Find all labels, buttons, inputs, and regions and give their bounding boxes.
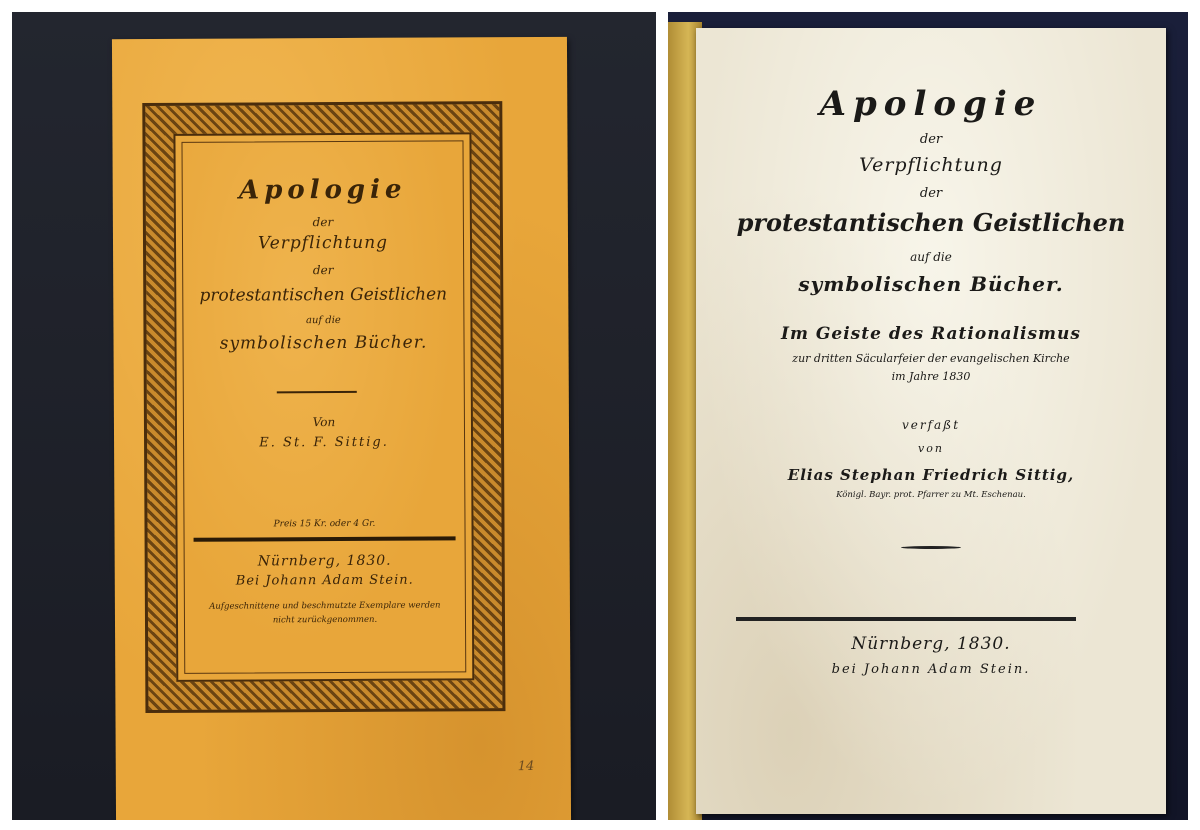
cover-author: E. St. F. Sittig. — [259, 434, 389, 451]
cover-verpflichtung: Verpflichtung — [257, 232, 389, 254]
cover-imprint-place: Nürnberg, 1830. — [257, 552, 392, 570]
page-subtitle: Im Geiste des Rationalismus — [781, 324, 1081, 344]
page-der-1: der — [919, 132, 943, 147]
page-occasion: zur dritten Säcularfeier der evangelischen Kirche — [792, 352, 1070, 365]
page-imprint-publisher: bei Johann Adam Stein. — [831, 662, 1031, 677]
cover-title: Apologie — [238, 174, 407, 206]
cover-auf-die: auf die — [305, 315, 341, 327]
page-auf-die: auf die — [910, 250, 952, 264]
page-buecher: symbolischen Bücher. — [798, 272, 1064, 296]
cover-notice-2: nicht zurückgenommen. — [272, 614, 378, 626]
cover-der-2: der — [312, 263, 334, 278]
cover-von: Von — [312, 415, 336, 430]
ornamental-border — [142, 101, 505, 713]
title-page — [696, 28, 1166, 814]
page-ornament-dash — [901, 546, 961, 549]
cover-imprint-publisher: Bei Johann Adam Stein. — [235, 572, 414, 589]
cover-panel — [173, 132, 474, 682]
right-photo — [668, 12, 1188, 820]
page-der-2: der — [919, 186, 943, 201]
yellow-cover — [112, 37, 571, 820]
page-thick-rule — [736, 617, 1076, 621]
page-author: Elias Stephan Friedrich Sittig, — [787, 466, 1075, 484]
left-photo — [12, 12, 656, 820]
page-verfasst: verfaßt — [901, 418, 961, 432]
cover-buecher: symbolischen Bücher. — [219, 332, 428, 354]
cover-protestantischen: protestantischen Geistlichen — [199, 284, 448, 306]
page-imprint-place: Nürnberg, 1830. — [851, 634, 1011, 654]
cover-divider — [277, 391, 357, 393]
page-year-line: im Jahre 1830 — [891, 370, 971, 383]
page-title: Apologie — [819, 84, 1043, 124]
cover-notice-1: Aufgeschnittene und beschmutzte Exemplare werden — [209, 600, 441, 612]
cover-der-1: der — [312, 215, 334, 230]
handwritten-mark: 14 — [517, 758, 535, 775]
page-author-title: Königl. Bayr. prot. Pfarrer zu Mt. Eschenau. — [836, 490, 1026, 500]
page-von: von — [918, 442, 944, 455]
page-verpflichtung: Verpflichtung — [859, 154, 1003, 176]
page-protestantischen: protestantischen Geistlichen — [736, 208, 1126, 237]
cover-price: Preis 15 Kr. oder 4 Gr. — [273, 518, 376, 530]
